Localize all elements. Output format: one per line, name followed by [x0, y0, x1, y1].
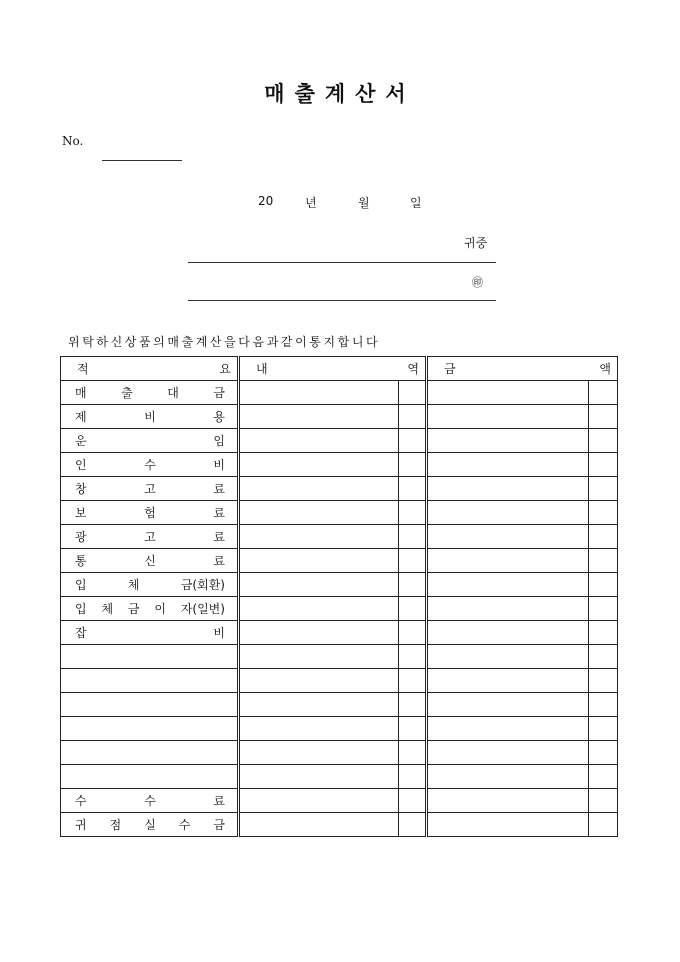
row-label-part: 매 [75, 386, 87, 400]
table-row [61, 381, 618, 405]
amount-sub-cell[interactable] [589, 717, 618, 741]
amount-cell[interactable] [427, 741, 589, 765]
row-label-cell [61, 621, 239, 645]
header-detail-char: 역 [407, 362, 419, 376]
amount-sub-cell[interactable] [589, 453, 618, 477]
row-label-part: 점 [109, 818, 122, 832]
table-row [61, 789, 618, 813]
detail-sub-cell[interactable] [399, 717, 427, 741]
row-label-part: 고 [144, 482, 156, 496]
detail-sub-cell[interactable] [399, 813, 427, 837]
table-row [61, 765, 618, 789]
row-label-cell [61, 453, 239, 477]
amount-cell[interactable] [427, 645, 589, 669]
header-amount [427, 357, 618, 381]
detail-sub-cell[interactable] [399, 597, 427, 621]
table-row [61, 525, 618, 549]
amount-cell[interactable] [427, 597, 589, 621]
header-item-char: 적 [77, 362, 89, 376]
detail-sub-cell[interactable] [399, 453, 427, 477]
header-amount-char: 금 [444, 362, 456, 376]
row-label-cell [61, 501, 239, 525]
row-label-cell [61, 789, 239, 813]
row-label-part: 체 [101, 602, 114, 616]
document-title: 매출계산서 [264, 81, 416, 106]
amount-cell[interactable] [427, 573, 589, 597]
row-label-part: 수 [178, 818, 191, 832]
detail-cell[interactable] [239, 477, 399, 501]
row-label-part: 비 [213, 626, 225, 640]
detail-cell[interactable] [239, 813, 399, 837]
row-label-part: 신 [144, 554, 156, 568]
detail-sub-cell[interactable] [399, 621, 427, 645]
row-label-part: 잡 [75, 626, 87, 640]
detail-sub-cell[interactable] [399, 573, 427, 597]
row-label-part: 통 [75, 554, 87, 568]
amount-sub-cell[interactable] [589, 381, 618, 405]
row-label-cell [61, 405, 239, 429]
row-label-cell [61, 477, 239, 501]
amount-sub-cell[interactable] [589, 645, 618, 669]
row-label-part: 입 [75, 578, 87, 592]
row-label-part: 용 [213, 410, 225, 424]
row-label-part: 임 [213, 434, 225, 448]
amount-sub-cell[interactable] [589, 621, 618, 645]
table-row [61, 717, 618, 741]
amount-cell[interactable] [427, 405, 589, 429]
row-label-part: 광 [75, 530, 87, 544]
row-label-part: 출 [121, 386, 133, 400]
date-month-label: 월 [358, 196, 370, 210]
row-label-part: 체 [127, 578, 140, 592]
amount-sub-cell[interactable] [589, 549, 618, 573]
row-label-cell [61, 717, 239, 741]
row-label-part: 운 [75, 434, 87, 448]
notice-text: 위탁하신상품의매출계산을다음과같이통지합니다 [68, 335, 381, 349]
detail-sub-cell[interactable] [399, 525, 427, 549]
amount-cell[interactable] [427, 669, 589, 693]
row-label-cell [61, 549, 239, 573]
amount-sub-cell[interactable] [589, 573, 618, 597]
detail-cell[interactable] [239, 381, 399, 405]
row-label-part: 실 [144, 818, 156, 832]
amount-sub-cell[interactable] [589, 597, 618, 621]
table-body [61, 357, 618, 837]
detail-cell[interactable] [239, 789, 399, 813]
sender-line [188, 300, 496, 301]
row-label-part: 료 [213, 530, 225, 544]
amount-sub-cell[interactable] [589, 429, 618, 453]
row-label-cell [61, 741, 239, 765]
amount-cell[interactable] [427, 717, 589, 741]
amount-sub-cell[interactable] [589, 789, 618, 813]
detail-cell[interactable] [239, 549, 399, 573]
row-label-cell [61, 429, 239, 453]
detail-cell[interactable] [239, 693, 399, 717]
row-label-part: 창 [75, 482, 87, 496]
sales-statement-table [60, 356, 618, 837]
detail-cell[interactable] [239, 453, 399, 477]
row-label-cell [61, 525, 239, 549]
amount-cell[interactable] [427, 789, 589, 813]
row-label-part: 이 [154, 602, 166, 616]
table-row [61, 573, 618, 597]
row-label-part: 료 [213, 506, 225, 520]
detail-sub-cell[interactable] [399, 477, 427, 501]
amount-sub-cell[interactable] [589, 405, 618, 429]
detail-cell[interactable] [239, 765, 399, 789]
amount-sub-cell[interactable] [589, 501, 618, 525]
amount-cell[interactable] [427, 549, 589, 573]
detail-sub-cell[interactable] [399, 429, 427, 453]
row-label-part: 인 [75, 458, 87, 472]
detail-cell[interactable] [239, 525, 399, 549]
detail-cell[interactable] [239, 645, 399, 669]
amount-sub-cell[interactable] [589, 477, 618, 501]
row-label-part: 비 [213, 458, 225, 472]
detail-sub-cell[interactable] [399, 693, 427, 717]
row-label-cell [61, 813, 239, 837]
row-label-part: 대 [167, 386, 179, 400]
amount-cell[interactable] [427, 765, 589, 789]
row-label-part: 수 [75, 794, 87, 808]
date-day-label: 일 [410, 196, 422, 210]
detail-sub-cell[interactable] [399, 381, 427, 405]
date-year-label: 년 [305, 196, 317, 210]
row-label-part: 료 [213, 482, 225, 496]
table-row [61, 813, 618, 837]
row-label-part: 수 [144, 458, 156, 472]
header-detail-char: 내 [256, 362, 268, 376]
row-label-part: 입 [75, 602, 87, 616]
amount-cell[interactable] [427, 813, 589, 837]
row-label-part: 제 [75, 410, 87, 424]
amount-cell[interactable] [427, 621, 589, 645]
row-label-cell [61, 693, 239, 717]
detail-cell[interactable] [239, 405, 399, 429]
detail-sub-cell[interactable] [399, 645, 427, 669]
detail-cell[interactable] [239, 717, 399, 741]
row-label-cell [61, 573, 239, 597]
header-item-char: 요 [219, 362, 231, 376]
amount-cell[interactable] [427, 693, 589, 717]
amount-cell[interactable] [427, 525, 589, 549]
detail-sub-cell[interactable] [399, 669, 427, 693]
detail-cell[interactable] [239, 669, 399, 693]
row-label-part: 료 [213, 794, 225, 808]
detail-sub-cell[interactable] [399, 741, 427, 765]
row-label-part: 보 [75, 506, 87, 520]
table-row [61, 429, 618, 453]
table-row [61, 453, 618, 477]
amount-cell[interactable] [427, 381, 589, 405]
table-row [61, 645, 618, 669]
recipient-suffix: 귀중 [464, 236, 488, 250]
amount-sub-cell[interactable] [589, 693, 618, 717]
amount-cell[interactable] [427, 501, 589, 525]
row-label-part: 험 [144, 506, 156, 520]
table-row [61, 501, 618, 525]
table-row [61, 621, 618, 645]
amount-sub-cell[interactable] [589, 525, 618, 549]
header-amount-char: 액 [599, 362, 611, 376]
recipient-line [188, 262, 496, 263]
amount-sub-cell[interactable] [589, 813, 618, 837]
table-row [61, 405, 618, 429]
detail-sub-cell[interactable] [399, 549, 427, 573]
detail-cell[interactable] [239, 501, 399, 525]
detail-cell[interactable] [239, 597, 399, 621]
header-detail [239, 357, 427, 381]
row-label-cell [61, 669, 239, 693]
amount-cell[interactable] [427, 477, 589, 501]
amount-sub-cell[interactable] [589, 669, 618, 693]
row-label-cell [61, 381, 239, 405]
row-label-part: 귀 [75, 818, 87, 832]
table-row [61, 669, 618, 693]
date-year-prefix: 20 [258, 194, 274, 208]
row-label-cell [61, 765, 239, 789]
amount-cell[interactable] [427, 429, 589, 453]
detail-cell[interactable] [239, 741, 399, 765]
detail-cell[interactable] [239, 429, 399, 453]
amount-sub-cell[interactable] [589, 741, 618, 765]
detail-sub-cell[interactable] [399, 501, 427, 525]
row-label-part: 금 [127, 602, 140, 616]
detail-sub-cell[interactable] [399, 789, 427, 813]
detail-sub-cell[interactable] [399, 765, 427, 789]
row-label-part: 수 [144, 794, 156, 808]
table-header-row [61, 357, 618, 381]
row-label-cell [61, 645, 239, 669]
row-label-part: 금(회환) [180, 578, 225, 592]
table-row [61, 549, 618, 573]
header-item [61, 357, 239, 381]
seal-mark: ㊞ [472, 276, 483, 289]
document-number-label: No. [62, 134, 84, 148]
table-row [61, 477, 618, 501]
table-row [61, 597, 618, 621]
table-row [61, 741, 618, 765]
row-label-part: 고 [144, 530, 156, 544]
row-label-part: 자(일변) [180, 602, 225, 616]
amount-cell[interactable] [427, 453, 589, 477]
row-label-part: 금 [213, 386, 225, 400]
detail-cell[interactable] [239, 621, 399, 645]
document-number-line [102, 160, 182, 161]
detail-cell[interactable] [239, 573, 399, 597]
row-label-cell [61, 597, 239, 621]
table-row [61, 693, 618, 717]
row-label-part: 료 [213, 554, 225, 568]
row-label-part: 금 [213, 818, 225, 832]
row-label-part: 비 [144, 410, 156, 424]
detail-sub-cell[interactable] [399, 405, 427, 429]
amount-sub-cell[interactable] [589, 765, 618, 789]
